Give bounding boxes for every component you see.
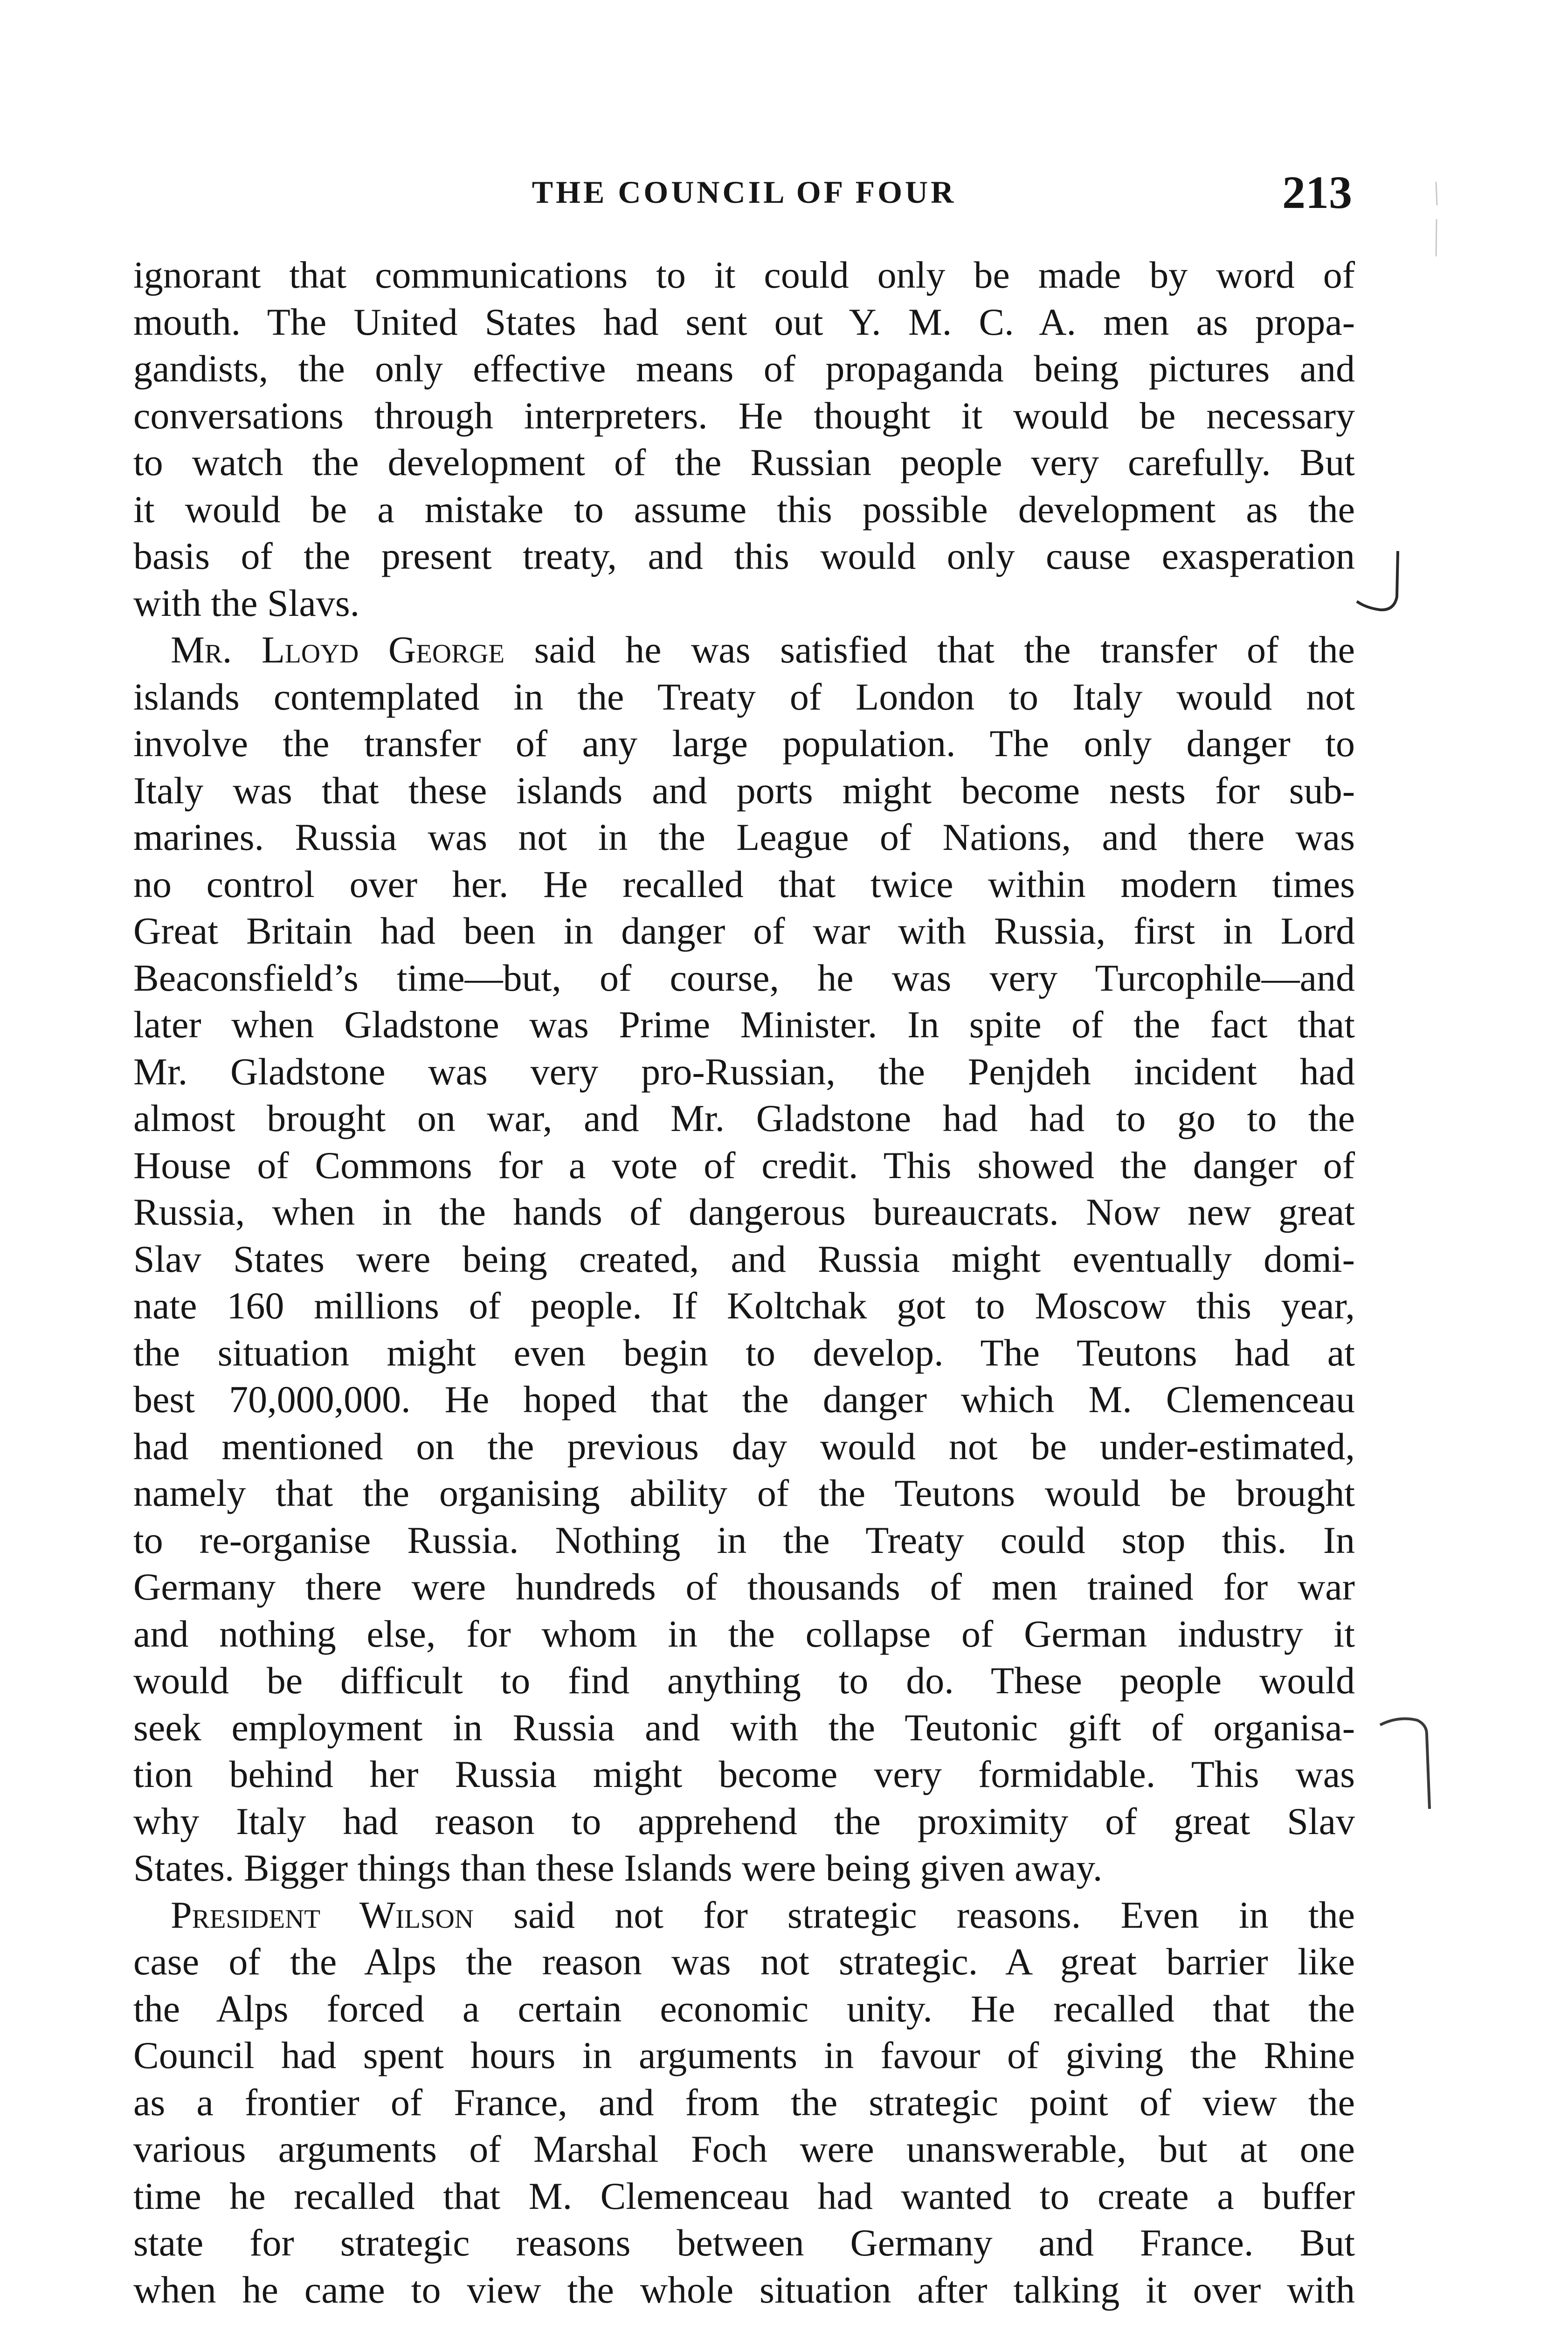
text-line: state for strategic reasons between Germany and France. But [133,2221,1355,2264]
text-line: to re-organise Russia. Nothing in the Treaty could stop this. In [133,1518,1355,1561]
page-number: 213 [1282,166,1352,218]
text-line: Mr. Gladstone was very pro-Russian, the Penjdeh incident had [133,1050,1355,1093]
text-line: Beaconsfield’s time—but, of course, he was very Turcophile—and [133,956,1355,999]
text-line: when he came to view the whole situation after talking it over with [133,2268,1355,2311]
text-line: and nothing else, for whom in the collapse of German industry it [133,1612,1355,1655]
text-line: gandists, the only effective means of propaganda being pictures and [133,347,1355,390]
text-line: marines. Russia was not in the League of Nations, and there was [133,816,1355,858]
text-line: Italy was that these islands and ports might become nests for sub- [133,769,1355,812]
text-line: States. Bigger things than these Islands were being given away. [133,1847,1103,1889]
text-line: the situation might even begin to develop. The Teutons had at [133,1331,1355,1374]
text-line: Germany there were hundreds of thousands of men trained for war [133,1565,1355,1608]
body-text [133,252,1355,2313]
text-span: said not for strategic reasons. Even in the [513,1893,1355,1936]
text-line: why Italy had reason to apprehend the proximity of great Slav [133,1800,1355,1842]
text-line: Great Britain had been in danger of war with Russia, first in Lord [133,910,1355,952]
text-line: islands contemplated in the Treaty of London to Italy would not [133,675,1355,718]
text-line: seek employment in Russia and with the Teutonic gift of organisa- [133,1706,1355,1749]
text-line: had mentioned on the previous day would not be under-estimated, [133,1425,1355,1468]
paragraph-line [133,627,1355,674]
text-line: it would be a mistake to assume this possible development as the [133,488,1355,531]
text-line: various arguments of Marshal Foch were unanswerable, but at one [133,2128,1355,2170]
text-line: case of the Alps the reason was not strategic. A great barrier like [133,1940,1355,1983]
text-span: said he was satisfied that the transfer of the [534,628,1355,671]
text-line: the Alps forced a certain economic unity. He recalled that the [133,1987,1355,2030]
speaker-name: President Wilson [171,1893,474,1936]
running-title: THE COUNCIL OF FOUR [532,174,957,210]
text-line: Slav States were being created, and Russia might eventually domi- [133,1237,1355,1280]
paragraph-line [133,1892,1355,1939]
speaker-name: Mr. Lloyd George [171,628,505,671]
text-line: ignorant that communications to it could only be made by word of [133,254,1355,296]
text-line: House of Commons for a vote of credit. This showed the danger of [133,1144,1355,1186]
text-line: Russia, when in the hands of dangerous bureaucrats. Now new great [133,1191,1355,1233]
text-line: nate 160 millions of people. If Koltchak got to Moscow this year, [133,1284,1355,1327]
text-line: as a frontier of France, and from the strategic point of view the [133,2081,1355,2124]
text-line: basis of the present treaty, and this would only cause exasperation [133,535,1355,577]
margin-mark [1427,177,1445,261]
page-header [133,166,1355,221]
margin-bracket-mark [1371,1706,1464,1818]
text-line: conversations through interpreters. He thought it would be necessary [133,394,1355,437]
text-line: mouth. The United States had sent out Y. M. C. A. men as propa- [133,300,1355,343]
text-line: later when Gladstone was Prime Minister. In spite of the fact that [133,1003,1355,1046]
text-line: no control over her. He recalled that twice within modern times [133,862,1355,905]
margin-bracket-mark [1343,545,1417,620]
text-line: would be difficult to find anything to do. These people would [133,1659,1355,1702]
text-line: Council had spent hours in arguments in favour of giving the Rhine [133,2034,1355,2076]
text-line: with the Slavs. [133,581,360,624]
text-line: to watch the development of the Russian people very carefully. But [133,441,1355,483]
text-line: best 70,000,000. He hoped that the danger which M. Clemenceau [133,1378,1355,1421]
text-line: time he recalled that M. Clemenceau had wanted to create a buffer [133,2174,1355,2217]
text-line: tion behind her Russia might become very formidable. This was [133,1753,1355,1795]
text-line: namely that the organising ability of the Teutons would be brought [133,1472,1355,1514]
text-line: involve the transfer of any large population. The only danger to [133,722,1355,765]
text-line: almost brought on war, and Mr. Gladstone had had to go to the [133,1097,1355,1139]
